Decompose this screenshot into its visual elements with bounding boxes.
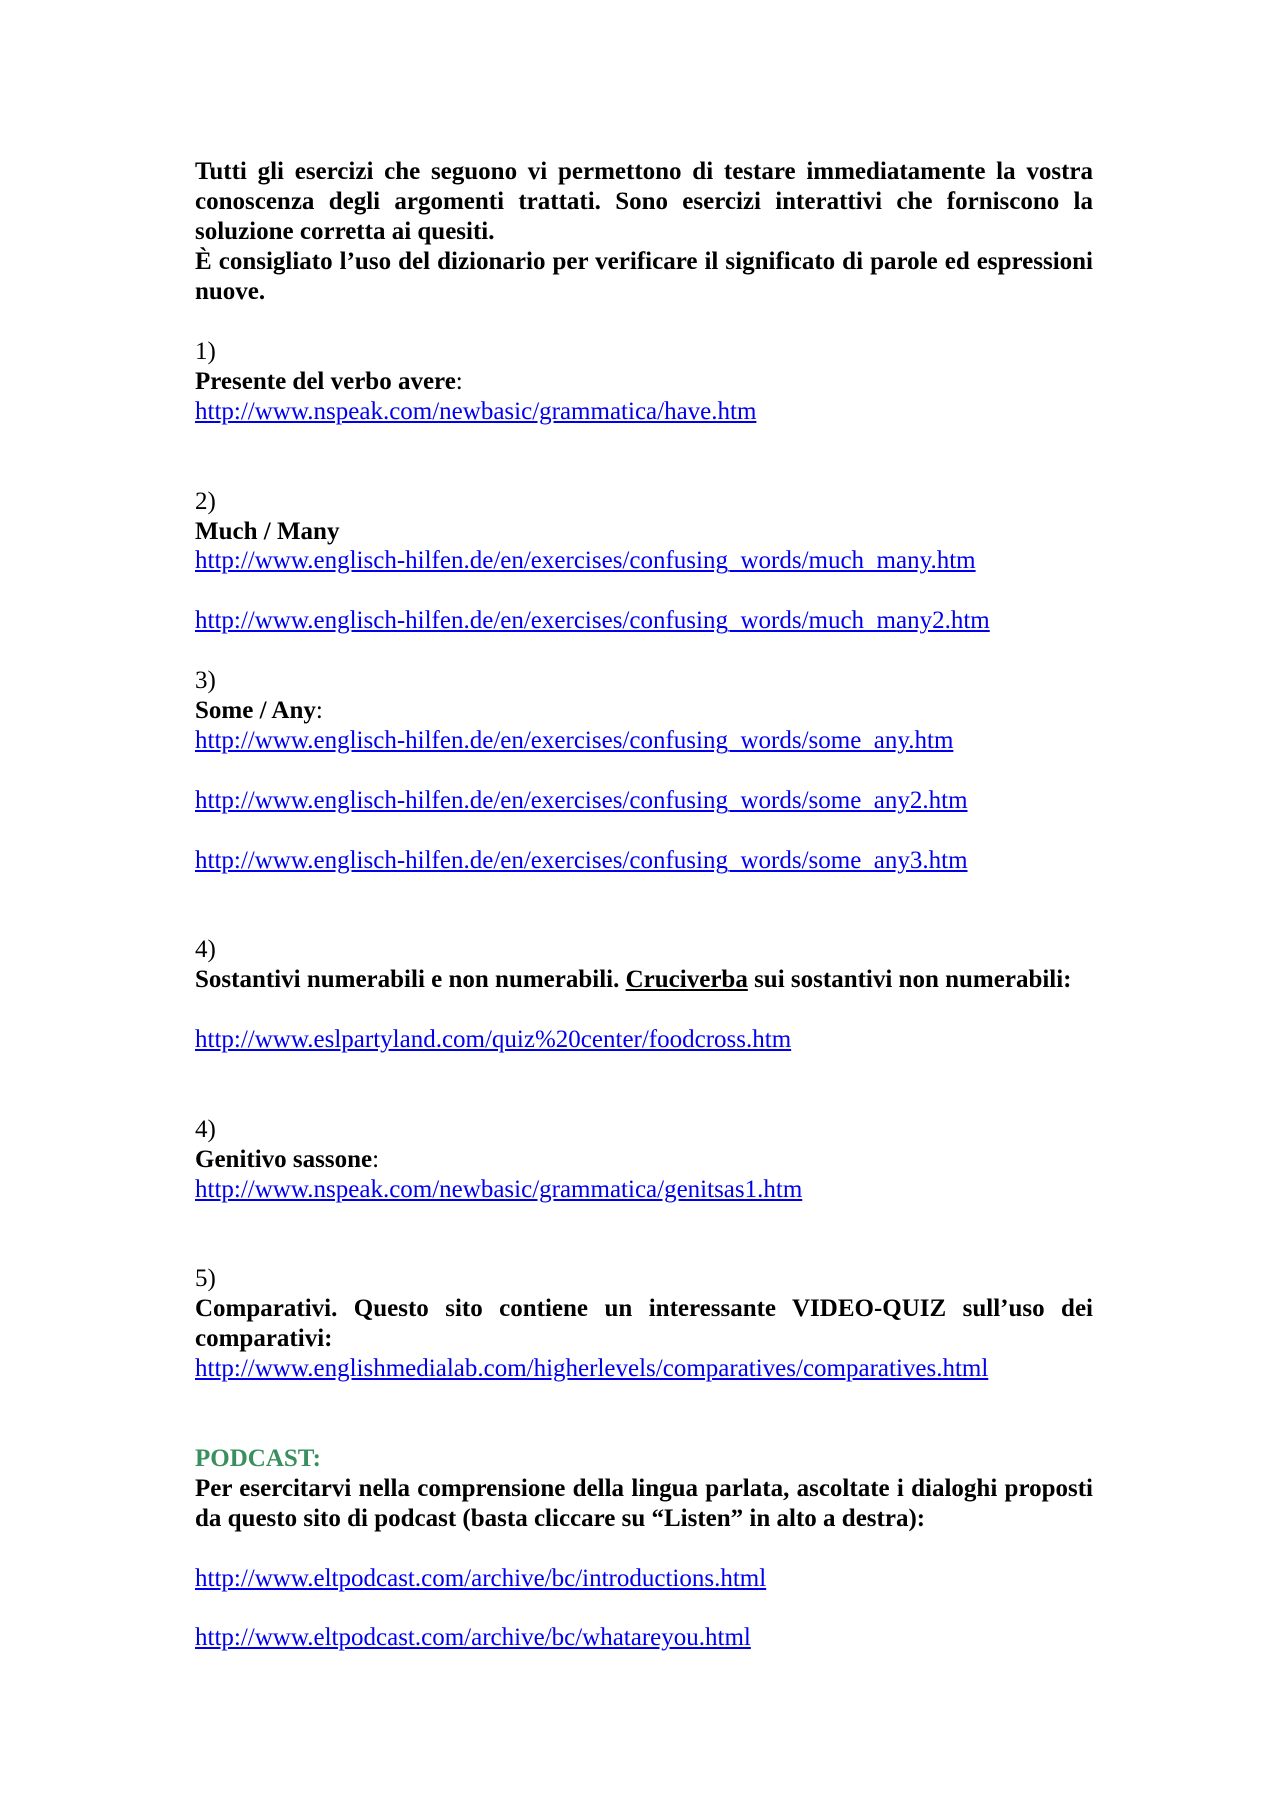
intro-text: Tutti gli esercizi che seguono vi permettono di testare immediatamente la vostra conoscenza degli argomenti trattati. Sono esercizi interattivi che forniscono la soluzione corretta ai quesiti. bbox=[195, 158, 1093, 245]
dictionary-note-text: È consigliato l’uso del dizionario per verificare il significato di parole ed espressioni nuove. bbox=[195, 248, 1093, 305]
section-title-suffix: : bbox=[372, 1146, 380, 1173]
section-number: 4) bbox=[195, 936, 216, 963]
exercise-link[interactable]: http://www.englisch-hilfen.de/en/exercises/confusing_words/some_any3.htm bbox=[195, 847, 968, 874]
section-title bbox=[195, 1145, 1093, 1175]
exercise-link-item bbox=[195, 726, 1093, 756]
section-title-text: Genitivo sassone bbox=[195, 1146, 373, 1173]
exercise-link[interactable]: http://www.englisch-hilfen.de/en/exercises/confusing_words/some_any.htm bbox=[195, 727, 954, 754]
exercise-link[interactable]: http://www.englisch-hilfen.de/en/exercises/confusing_words/some_any2.htm bbox=[195, 787, 968, 814]
exercise-link-item bbox=[195, 846, 1093, 876]
section-title-text: Sostantivi numerabili e non numerabili. bbox=[195, 966, 620, 993]
section-title: Much / Many bbox=[195, 518, 340, 545]
exercise-link-item bbox=[195, 606, 1093, 636]
crossword-label: Cruciverba bbox=[625, 966, 748, 993]
podcast-description: Per esercitarvi nella comprensione della lingua parlata, ascoltate i dialoghi proposti da questo sito di podcast (basta cliccare su “Listen” in alto a destra): bbox=[195, 1475, 1093, 1532]
section-title: Comparativi. Questo sito contiene un interessante VIDEO-QUIZ sull’uso dei comparativi: bbox=[195, 1295, 1093, 1352]
section-title-suffix: : bbox=[455, 368, 463, 395]
podcast-link-item bbox=[195, 1564, 1093, 1594]
podcast-link[interactable]: http://www.eltpodcast.com/archive/bc/whatareyou.html bbox=[195, 1624, 751, 1651]
intro-paragraph bbox=[195, 157, 1093, 247]
section-title-text: Some / Any bbox=[195, 697, 316, 724]
section-title-text: sui sostantivi non numerabili: bbox=[754, 966, 1072, 993]
exercise-link-item bbox=[195, 546, 1093, 576]
dictionary-note bbox=[195, 247, 1093, 307]
exercise-link[interactable]: http://www.nspeak.com/newbasic/grammatica/genitsas1.htm bbox=[195, 1176, 803, 1203]
exercise-link-item bbox=[195, 1175, 1093, 1205]
podcast-link-item bbox=[195, 1623, 1093, 1653]
exercise-link-item bbox=[195, 1354, 1093, 1384]
section-title bbox=[195, 965, 1093, 995]
section-number: 1) bbox=[195, 338, 216, 365]
exercise-link[interactable]: http://www.nspeak.com/newbasic/grammatica/have.htm bbox=[195, 398, 757, 425]
exercise-link-item bbox=[195, 397, 1093, 427]
section-title-suffix: : bbox=[315, 697, 323, 724]
podcast-heading: PODCAST: bbox=[195, 1445, 321, 1472]
exercise-link-item bbox=[195, 786, 1093, 816]
section-number: 5) bbox=[195, 1265, 216, 1292]
section-number: 3) bbox=[195, 667, 216, 694]
exercise-link[interactable]: http://www.englisch-hilfen.de/en/exercises/confusing_words/much_many2.htm bbox=[195, 607, 990, 634]
exercise-link-item bbox=[195, 1025, 1093, 1055]
exercise-link[interactable]: http://www.englisch-hilfen.de/en/exercises/confusing_words/much_many.htm bbox=[195, 547, 976, 574]
section-number: 2) bbox=[195, 488, 216, 515]
section-title-text: Presente del verbo avere bbox=[195, 368, 456, 395]
section-number: 4) bbox=[195, 1116, 216, 1143]
exercise-link[interactable]: http://www.englishmedialab.com/higherlevels/comparatives/comparatives.html bbox=[195, 1355, 989, 1382]
section-title bbox=[195, 696, 1093, 726]
podcast-link[interactable]: http://www.eltpodcast.com/archive/bc/introductions.html bbox=[195, 1565, 767, 1592]
section-title bbox=[195, 367, 1093, 397]
exercise-link[interactable]: http://www.eslpartyland.com/quiz%20center/foodcross.htm bbox=[195, 1026, 792, 1053]
